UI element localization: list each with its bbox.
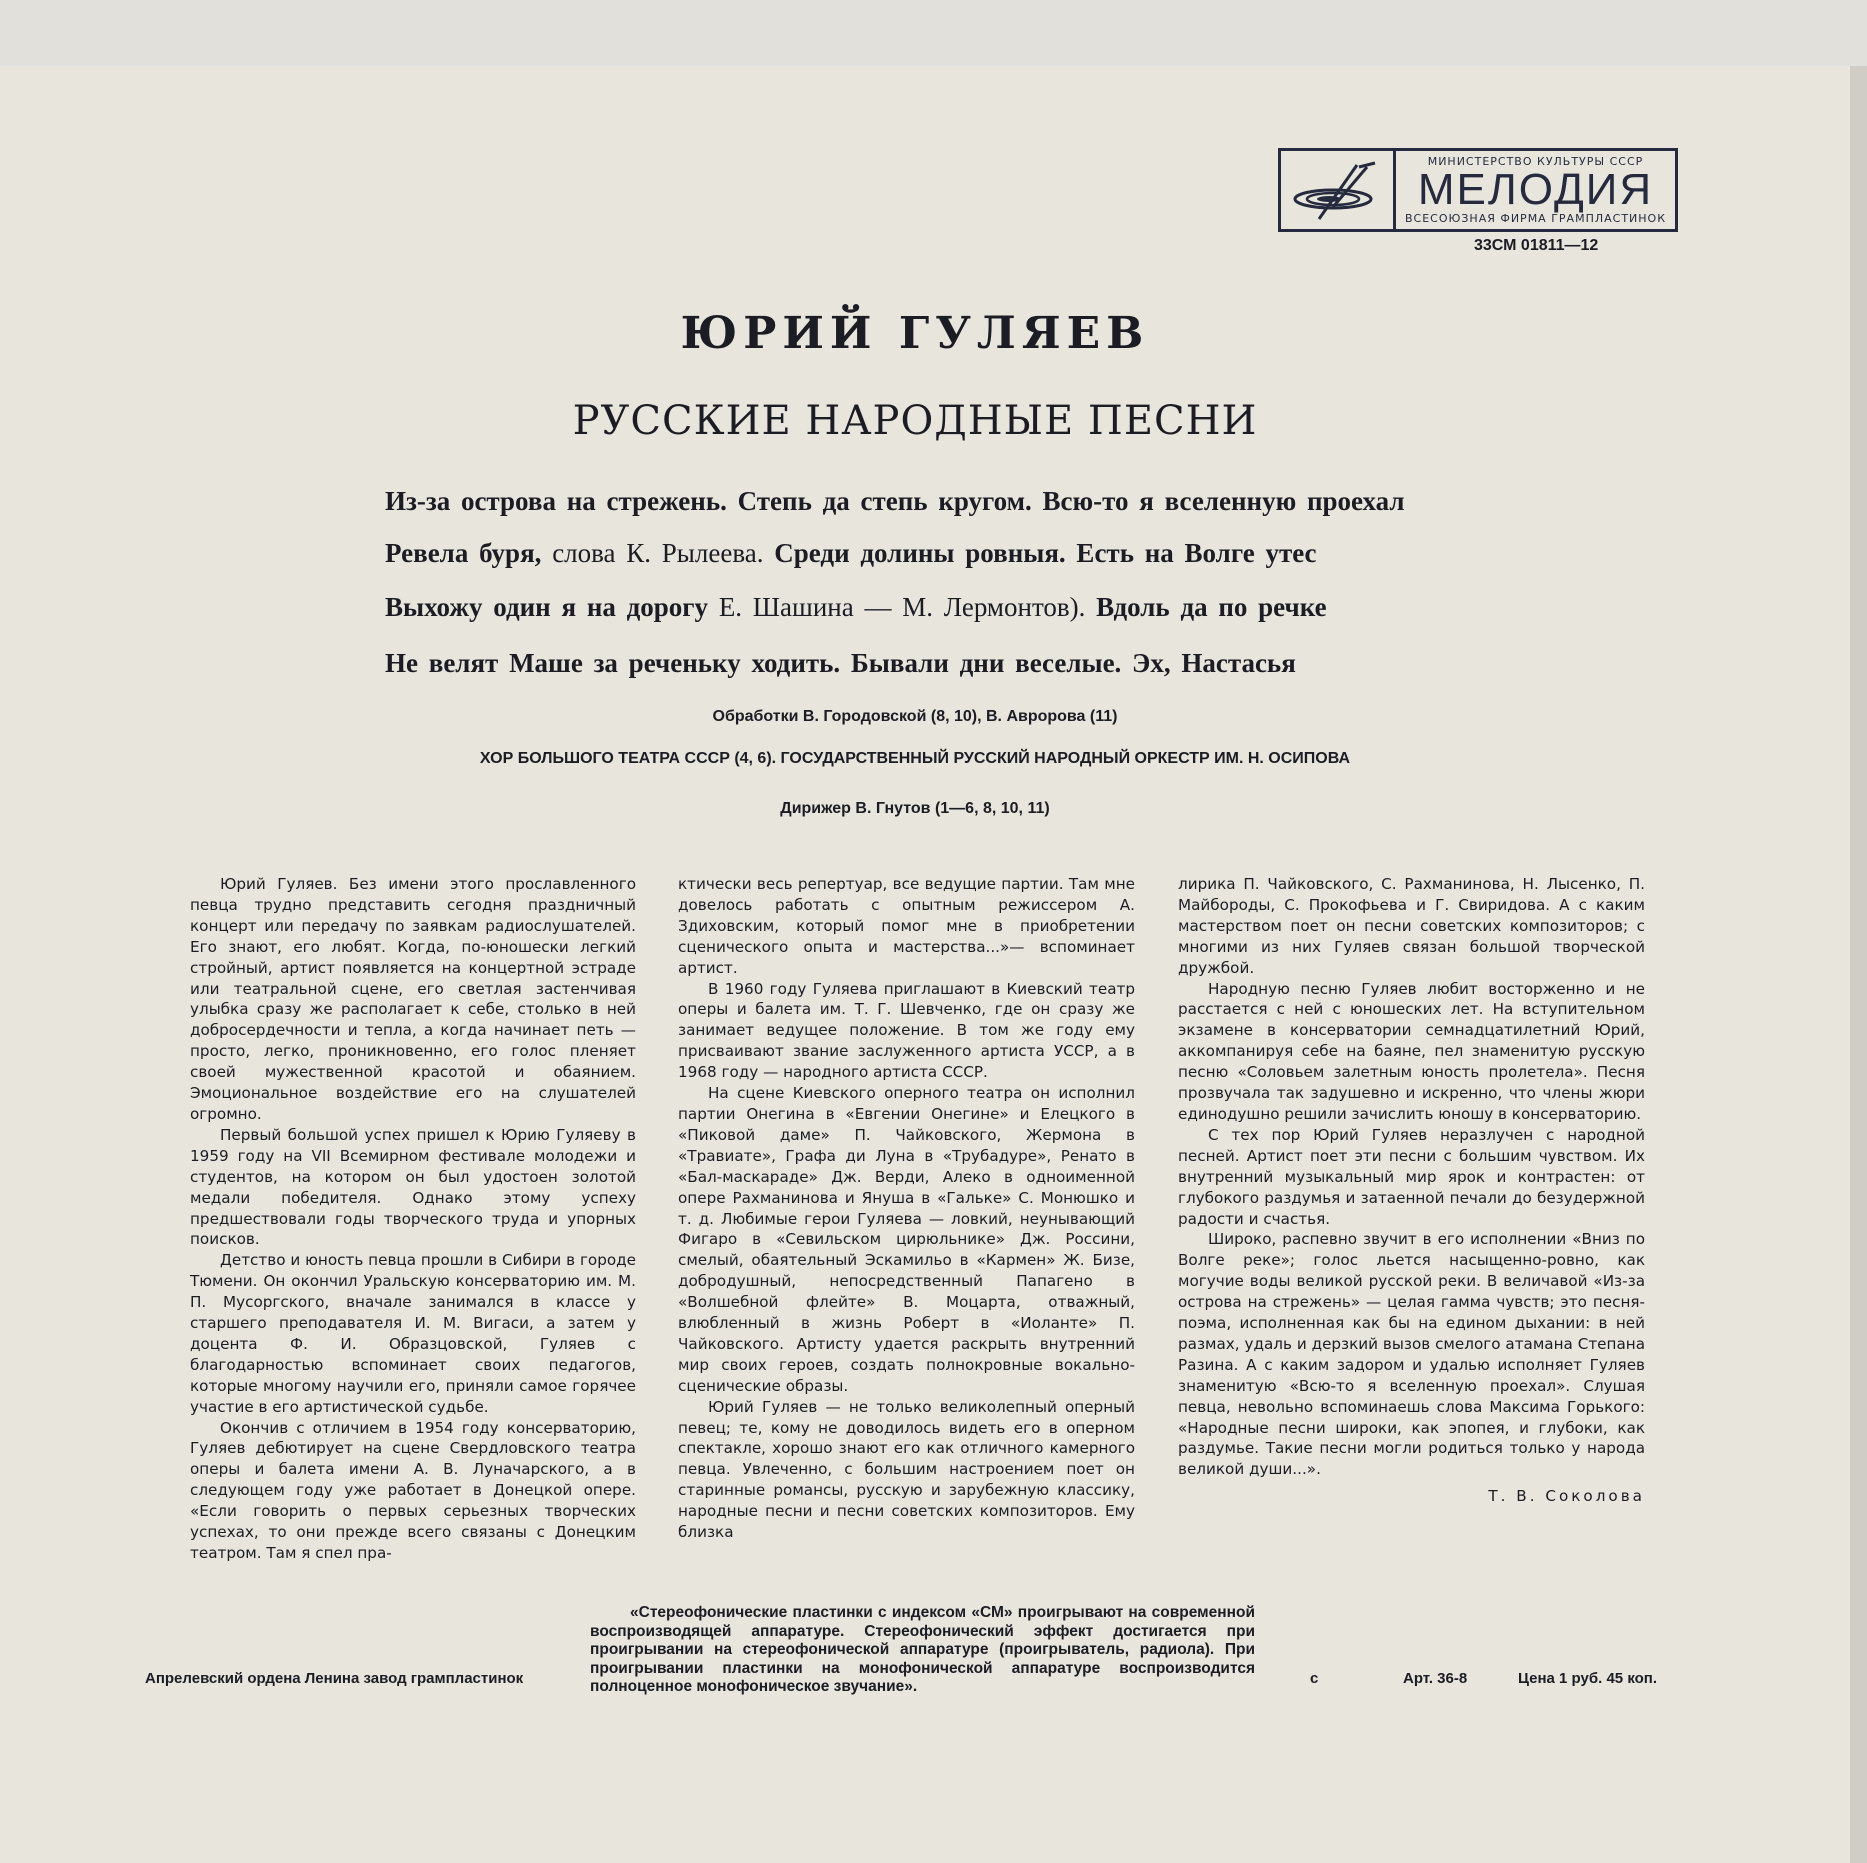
price: Цена 1 руб. 45 коп. [1518, 1670, 1658, 1687]
article-paragraph: На сцене Киевского оперного театра он исполнил партии Онегина в «Евгении Онегине» и Елецкого в «Пиковой даме» П. Чайковского, Жермона в «Травиате», Графа ди Луна в «Трубадуре», Ренато в «Бал-маскараде» Дж. Верди, Алеко в одноименной опере Рахманинова и Януша в «Гальке» С. Монюшко и т. д. Любимые герои Гуляева — ловкий, неунывающий Фигаро в «Севильском цирюльнике» Дж. Россини, смелый, обаятельный Эскамильо в «Кармен» Ж. Бизе, добродушный, непосредственный Папагено в «Волшебной флейте» В. Моцарта, отважный, влюбленный в жизнь Роберт в «Иоланте» П. Чайковского. Артисту удается раскрыть внутренний мир своих героев, создать полнокровные вокально-сценические образы. [678, 1084, 1135, 1395]
arrangements-credit: Обработки В. Городовской (8, 10), В. Авророва (11) [712, 708, 1118, 725]
article-paragraph: С тех пор Юрий Гуляев неразлучен с народной песней. Артист поет эти песни с большим чувством. Их внутренний музыкальный мир ярок и контрастен: от глубокого раздумья и затаенной печали до безудержной радости и счастья. [1178, 1125, 1645, 1228]
catalog-number: 33СМ 01811—12 [1474, 237, 1599, 254]
article-paragraph: Первый большой успех пришел к Юрию Гуляеву в 1959 году на VII Всемирном фестивале молодежи и студентов, на котором он был удостоен золотой медали победителя. Однако этому успеху предшествовали годы творческого труда и упорных поисков. [190, 1125, 636, 1249]
melodiya-logo [1278, 148, 1678, 232]
performers-credit: ХОР БОЛЬШОГО ТЕАТРА СССР (4, 6). ГОСУДАРСТВЕННЫЙ РУССКИЙ НАРОДНЫЙ ОРКЕСТР ИМ. Н. ОСИПОВА [479, 750, 1351, 767]
article-paragraph: Юрий Гуляев — не только великолепный оперный певец; те, кому не доводилось видеть его в оперном спектакле, хорошо знают его как отличного камерного певца. Увлеченно, с большим настроением поет он старинные романсы, русскую и зарубежную классику, народные песни и песни советских композиторов. Ему близка [678, 1397, 1135, 1542]
article-number: Арт. 36-8 [1403, 1670, 1468, 1687]
song-authors: Е. Шашина — М. Лермонтов). [708, 592, 1097, 622]
song-authors: слова К. Рылеева. [541, 538, 775, 568]
article-column-1 [190, 874, 636, 1564]
article-author: Т. В. Соколова [1488, 1487, 1645, 1506]
manufacturer: Апрелевский ордена Ленина завод грампластинок [145, 1670, 524, 1687]
scan-background-top [0, 0, 1867, 66]
conductor-credit: Дирижер В. Гнутов (1—6, 8, 10, 11) [780, 800, 1050, 817]
song-title: Не велят Маше за реченьку ходить. Бывали дни веселые. Эх, Настасья [385, 648, 1296, 678]
stereo-notice-text: «Стереофонические пластинки с индексом «СМ» проигрывают на современной воспроизводящей аппаратуре. Стереофонический эффект достигается при проигрывании на стереофонической аппаратуре (проигрыватель, радиола). При проигрывании пластинки на монофонической аппаратуре воспроизводится полноценное монофоническое звучание». [590, 1604, 1255, 1695]
brand-name: МЕЛОДИЯ [1417, 165, 1654, 214]
article-column-2 [678, 874, 1135, 1543]
track-list-line [385, 486, 1405, 517]
article-paragraph: Широко, распевно звучит в его исполнении «Вниз по Волге реке»; голос льется насыщенно-ровно, как могучие воды великой русской реки. В величавой «Из-за острова на стрежень» — целая гамма чувств; это песня-поэма, исполненная как бы на едином дыхании: в ней размах, удаль и дерзкий вызов смелого атамана Степана Разина. А с каким задором и удалью исполняет Гуляев знаменитую «Всю-то я вселенную проехал». Слушая певца, невольно вспоминаешь слова Максима Горького: «Народные песни широки, как эпопея, и глубоки, как раздумье. Такие песни могли родиться только у народа великой души...». [1178, 1230, 1645, 1479]
sleeve-edge [1850, 66, 1867, 1863]
track-list-line [385, 592, 1327, 623]
article-paragraph: Юрий Гуляев. Без имени этого прославленного певца трудно представить сегодня праздничный концерт или передачу по заявкам радиослушателей. Его знают, его любят. Когда, по-юношески легкий стройный, артист появляется на концертной эстраде или театральной сцене, его светлая застенчивая улыбка сразу же располагает к себе, столько в ней доброcердечности и тепла, а когда начинает петь — просто, легко, проникновенно, его голос пленяет своей мужественной красотой и обаянием. Эмоциональное воздействие его на слушателей огромно. [190, 875, 636, 1123]
song-title: Вдоль да по речке [1096, 592, 1327, 622]
article-paragraph: Окончив с отличием в 1954 году консерваторию, Гуляев дебютирует на сцене Свердловского театра оперы и балета имени А. В. Луначарского, а в следующем году уже работает в Донецкой опере. «Если говорить о первых серьезных творческих успехах, то они прежде всего связаны с Донецким театром. Там я спел пра- [190, 1418, 636, 1562]
artist-title: ЮРИЙ ГУЛЯЕВ [680, 308, 1150, 359]
firm-text: ВСЕСОЮЗНАЯ ФИРМА ГРАМПЛАСТИНОК [1404, 212, 1667, 225]
track-list-line [385, 538, 1317, 569]
song-title: Из-за острова на стрежень. Степь да степь кругом. Всю-то я вселенную проехал [385, 486, 1405, 516]
stereo-notice [590, 1604, 1255, 1697]
song-title: Ревела буря, [385, 538, 542, 568]
track-list-line [385, 648, 1296, 679]
article-column-3 [1178, 874, 1645, 1507]
article-paragraph: ктически весь репертуар, все ведущие партии. Там мне довелось работать с опытным режиссером А. Здиховским, который помог мне в приобретении сценического опыта и мастерства...»— вспоминает артист. [678, 875, 1135, 977]
article-paragraph: В 1960 году Гуляева приглашают в Киевский театр оперы и балета им. Т. Г. Шевченко, где он сразу же занимает ведущее положение. В том же году ему присваивают звание заслуженного артиста УССР, а в 1968 году — народного артиста СССР. [678, 979, 1135, 1082]
song-title: Выхожу один я на дорогу [385, 592, 709, 622]
article-paragraph: Детство и юность певца прошли в Сибири в городе Тюмени. Он окончил Уральскую консерваторию им. М. П. Мусоргского, вначале занимался в классе у старшего преподавателя И. М. Вигаси, а затем у доцента Ф. И. Образцовской, Гуляев с благодарностью вспоминает своих педагогов, которые многому научили его, приняли самое горячее участие в его артистической судьбе. [190, 1251, 636, 1416]
price-group: с [1310, 1670, 1319, 1687]
article-paragraph: Народную песню Гуляев любит восторженно и не расстается с ней с юношеских лет. На вступительном экзамене в консерватории семнадцатилетний Юрий, аккомпанируя себе на баяне, пел знаменитую русскую песню «Соловьем залетным юность пролетела». Песня прозвучала так задушевно и искренно, что члены жюри единодушно решили зачислить юношу в консерваторию. [1178, 979, 1645, 1123]
article-paragraph: лирика П. Чайковского, С. Рахманинова, Н. Лысенко, П. Майбороды, С. Прокофьева и Г. Свиридова. А с каким мастерством поет он песни советских композиторов; с многими из них Гуляев связан большой творческой дружбой. [1178, 875, 1645, 977]
album-subtitle: РУССКИЕ НАРОДНЫЕ ПЕСНИ [572, 398, 1258, 444]
song-title: Среди долины ровныя. Есть на Волге утес [774, 538, 1317, 568]
ministry-text: МИНИСТЕРСТВО КУЛЬТУРЫ СССР [1427, 155, 1644, 168]
melodiya-emblem-icon [1281, 151, 1396, 229]
